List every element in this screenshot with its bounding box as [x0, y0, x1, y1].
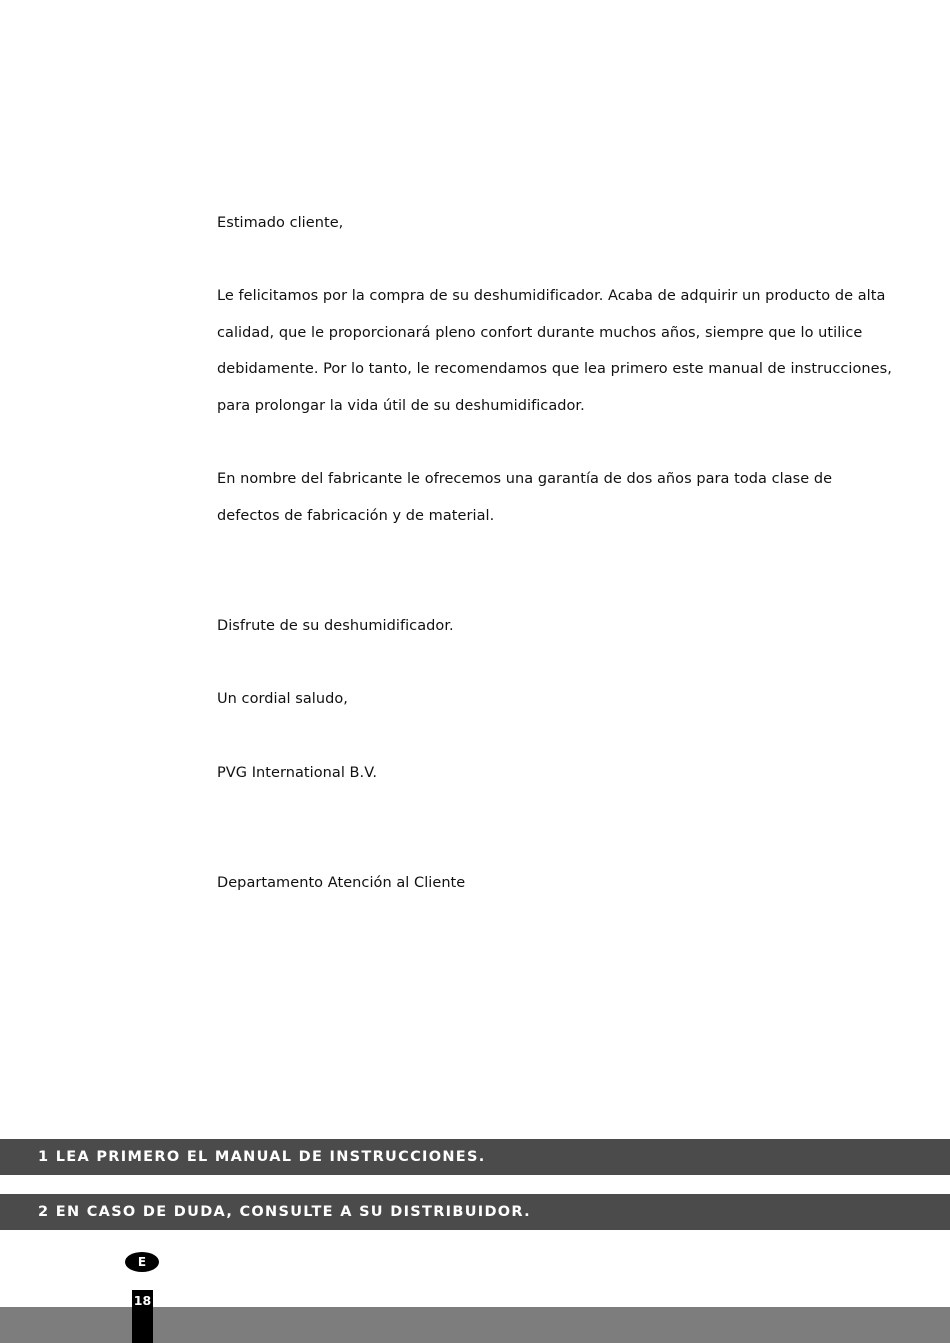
paragraph-1-line-1: Le felicitamos por la compra de su deshumidificador. Acaba de adquirir un producto de alta — [217, 288, 886, 304]
notice-text-1: 1 LEA PRIMERO EL MANUAL DE INSTRUCCIONES. — [38, 1149, 486, 1165]
salutation: Un cordial saludo, — [217, 691, 348, 707]
language-badge: E — [125, 1252, 159, 1272]
paragraph-1-line-4: para prolongar la vida útil de su deshumidificador. — [217, 398, 585, 414]
paragraph-1-line-3: debidamente. Por lo tanto, le recomendamos que lea primero este manual de instrucciones, — [217, 361, 892, 377]
notice-banner-2 — [0, 1194, 950, 1230]
page-number-tab — [132, 1290, 153, 1343]
paragraph-2-line-2: defectos de fabricación y de material. — [217, 508, 495, 524]
paragraph-2-line-1: En nombre del fabricante le ofrecemos una garantía de dos años para toda clase de — [217, 471, 833, 487]
notice-banner-1 — [0, 1139, 950, 1175]
company-name: PVG International B.V. — [217, 765, 377, 781]
notice-text-2: 2 EN CASO DE DUDA, CONSULTE A SU DISTRIBUIDOR. — [38, 1204, 531, 1220]
department-name: Departamento Atención al Cliente — [217, 875, 466, 891]
letter-greeting: Estimado cliente, — [217, 215, 344, 231]
closing-wish: Disfrute de su deshumidificador. — [217, 618, 454, 634]
page-number: 18 — [133, 1293, 152, 1308]
paragraph-1-line-2: calidad, que le proporcionará pleno confort durante muchos años, siempre que lo utilice — [217, 325, 863, 341]
